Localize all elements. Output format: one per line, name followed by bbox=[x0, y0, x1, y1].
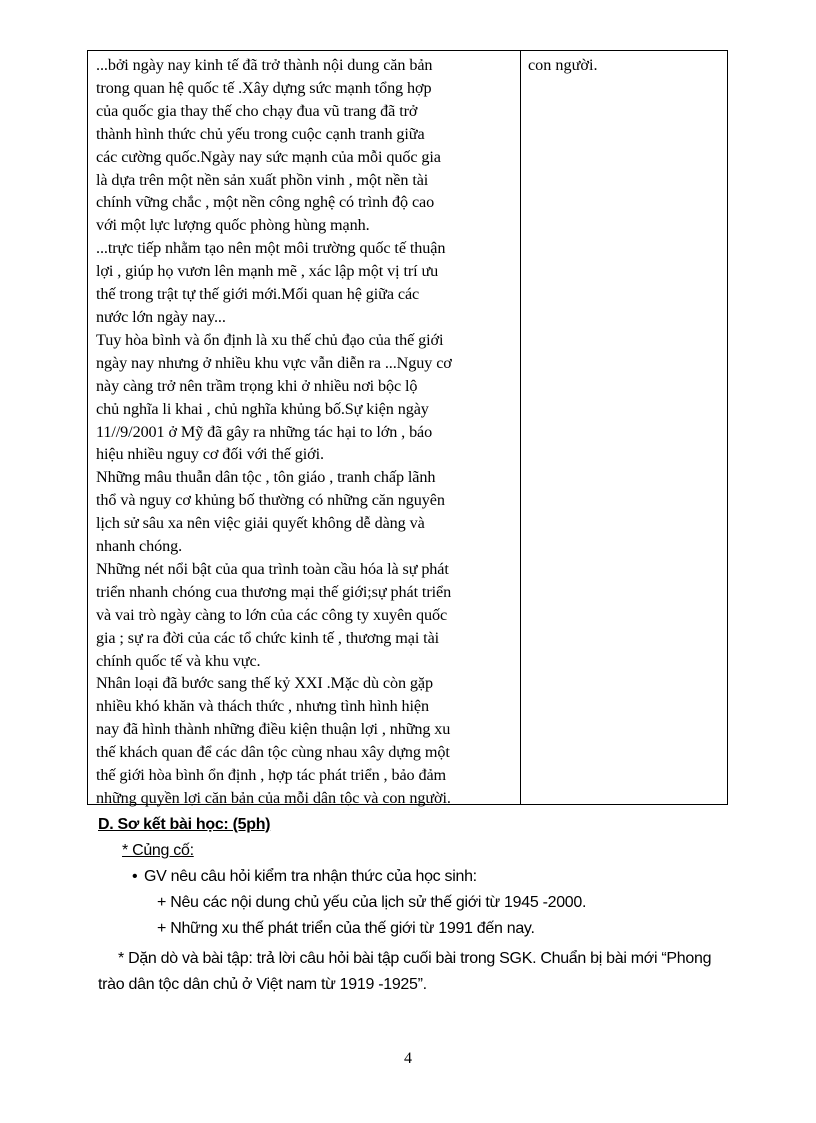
table-line: nước lớn ngày nay... bbox=[96, 307, 226, 326]
table-line: nhiều khó khăn và thách thức , nhưng tình hình hiện bbox=[96, 697, 429, 716]
table-line: thành hình thức chủ yếu trong cuộc cạnh tranh giữa bbox=[96, 124, 425, 143]
table-line: nay đã hình thành những điều kiện thuận lợi , những xu bbox=[96, 720, 451, 739]
table-line: lợi , giúp họ vươn lên mạnh mẽ , xác lập một vị trí ưu bbox=[96, 262, 439, 281]
consolidate-label-text: * Củng cố: bbox=[122, 842, 194, 859]
table-line: chính quốc tế và khu vực. bbox=[96, 651, 261, 670]
homework-text: * Dặn dò và bài tập: trả lời câu hỏi bài tập cuối bài trong SGK. Chuẩn bị bài mới “Phong trào dân tộc dân chủ ở Việt nam từ 1919 -1925”. bbox=[98, 950, 712, 993]
table-line: các cường quốc.Ngày nay sức mạnh của mỗi quốc gia bbox=[96, 147, 441, 166]
bullet-item bbox=[132, 864, 738, 890]
column-divider bbox=[520, 51, 521, 804]
table-line: triển nhanh chóng cua thương mại thế giới;sự phát triển bbox=[96, 582, 452, 601]
table-line: chính vững chắc , một nền công nghệ có trình độ cao bbox=[96, 193, 435, 212]
consolidate-label bbox=[122, 838, 738, 864]
table-line: lịch sử sâu xa nên việc giải quyết không dễ dàng và bbox=[96, 514, 425, 533]
table-line: của quốc gia thay thế cho chạy đua vũ trang đã trở bbox=[96, 101, 418, 120]
lesson-summary bbox=[98, 812, 738, 998]
table-line: ...bởi ngày nay kinh tế đã trở thành nội dung căn bản bbox=[96, 56, 433, 74]
table-line: nhanh chóng. bbox=[96, 537, 183, 556]
bullet-icon: • bbox=[132, 868, 138, 885]
table-line: với một lực lượng quốc phòng hùng mạnh. bbox=[96, 216, 370, 235]
table-line: thế khách quan để các dân tộc cùng nhau xây dựng một bbox=[96, 743, 450, 762]
table-line: thế trong trật tự thế giới mới.Mối quan hệ giữa các bbox=[96, 285, 420, 304]
table-line: những quyền lợi căn bản của mỗi dân tộc và con người. bbox=[96, 789, 451, 807]
table-line: Tuy hòa bình và ổn định là xu thế chủ đạo của thế giới bbox=[96, 330, 444, 349]
table-line: là dựa trên một nền sản xuất phồn vinh , một nền tài bbox=[96, 170, 429, 189]
page-number: 4 bbox=[404, 1050, 412, 1067]
table-line: trong quan hệ quốc tế .Xây dựng sức mạnh tổng hợp bbox=[96, 78, 432, 97]
table-left-cell bbox=[96, 54, 516, 810]
table-line: ...trực tiếp nhằm tạo nên một môi trường quốc tế thuận bbox=[96, 239, 446, 258]
table-line: Những nét nổi bật của qua trình toàn cầu hóa là sự phát bbox=[96, 559, 449, 578]
summary-heading: D. Sơ kết bài học: (5ph) bbox=[98, 816, 271, 833]
sub-item: + Những xu thế phát triển của thế giới từ 1991 đến nay. bbox=[157, 920, 535, 937]
content-table bbox=[87, 50, 728, 805]
table-line: 11//9/2001 ở Mỹ đã gây ra những tác hại to lớn , báo bbox=[96, 422, 433, 441]
sub-item: + Nêu các nội dung chủ yếu của lịch sử thế giới từ 1945 -2000. bbox=[157, 894, 587, 911]
table-right-cell bbox=[528, 54, 718, 77]
bullet-text: GV nêu câu hỏi kiểm tra nhận thức của học sinh: bbox=[144, 868, 477, 885]
table-line: này càng trở nên trầm trọng khi ở nhiều nơi bộc lộ bbox=[96, 376, 418, 395]
table-line: Nhân loại đã bước sang thế kỷ XXI .Mặc dù còn gặp bbox=[96, 674, 433, 693]
table-line: thổ và nguy cơ khủng bố thường có những căn nguyên bbox=[96, 491, 445, 510]
table-line: ngày nay nhưng ở nhiều khu vực vẫn diễn ra ...Nguy cơ bbox=[96, 353, 452, 372]
table-line: chủ nghĩa li khai , chủ nghĩa khủng bố.Sự kiện ngày bbox=[96, 399, 429, 418]
table-line: hiệu nhiều nguy cơ đối với thế giới. bbox=[96, 445, 324, 464]
right-cell-text: con người. bbox=[528, 56, 598, 74]
table-line: thế giới hòa bình ổn định , hợp tác phát triển , bảo đảm bbox=[96, 766, 447, 785]
table-line: gia ; sự ra đời của các tổ chức kinh tế , thương mại tài bbox=[96, 628, 440, 647]
table-line: Những mâu thuẫn dân tộc , tôn giáo , tranh chấp lãnh bbox=[96, 468, 436, 487]
table-line: và vai trò ngày càng to lớn của các công ty xuyên quốc bbox=[96, 605, 448, 624]
